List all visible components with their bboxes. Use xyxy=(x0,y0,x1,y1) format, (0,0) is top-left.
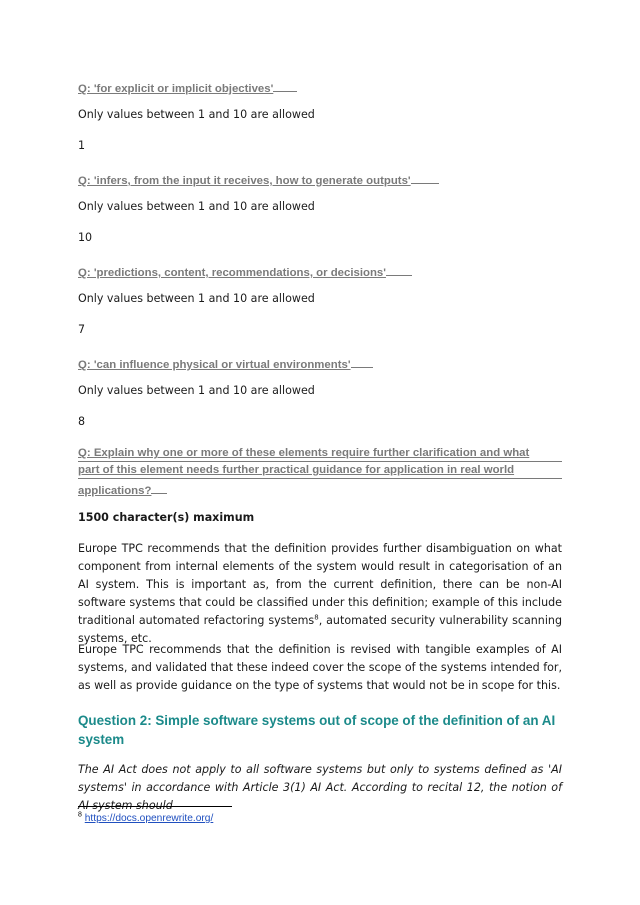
answer-paragraph-2: Europe TPC recommends that the definition is revised with tangible examples of AI systems, and validated that these indeed cover the scope of the systems intended for, as well as provide guidance on the type of systems that would not be in scope for this. xyxy=(78,643,562,692)
question-influence: Q: 'can influence physical or virtual environments' xyxy=(78,355,373,371)
value-answer: 8 xyxy=(78,415,86,428)
footnote-link[interactable]: https://docs.openrewrite.org/ xyxy=(84,813,214,824)
question-objectives: Q: 'for explicit or implicit objectives' xyxy=(78,79,297,95)
value-answer: 10 xyxy=(78,231,93,244)
explain-question-line2: part of this element needs further practical guidance for application in real world xyxy=(78,463,562,479)
value-hint: Only values between 1 and 10 are allowed xyxy=(78,200,315,213)
char-limit: 1500 character(s) maximum xyxy=(78,511,255,524)
value-hint: Only values between 1 and 10 are allowed xyxy=(78,384,315,397)
footnote-divider xyxy=(78,806,232,807)
answer-paragraph-1: Europe TPC recommends that the definition provides further disambiguation on what component from internal elements of the system would result in categorisation of an AI system. This is important as, from the current definition, there can be non-AI software systems that could be classified under this definition; example of this include traditional automated refactoring systems$^8$, automated security vulnerability scanning systems, etc. xyxy=(78,542,562,645)
value-answer: 7 xyxy=(78,323,86,336)
section-heading: Question 2: Simple software systems out of scope of the definition of an AI system xyxy=(78,713,556,747)
value-hint: Only values between 1 and 10 are allowed xyxy=(78,292,315,305)
explain-question-line1: Q: Explain why one or more of these elements require further clarification and what xyxy=(78,446,562,462)
footnote xyxy=(78,813,213,824)
footnote-number: 8 xyxy=(78,811,82,819)
explain-question-line3: applications? xyxy=(78,481,167,497)
intro-paragraph: The AI Act does not apply to all software systems but only to systems defined as 'AI systems' in accordance with Article 3(1) AI Act. According to recital 12, the notion of AI system should xyxy=(78,763,562,812)
value-answer: 1 xyxy=(78,139,86,152)
value-hint: Only values between 1 and 10 are allowed xyxy=(78,108,315,121)
footnote-ref: 8 xyxy=(314,613,319,622)
question-infers: Q: 'infers, from the input it receives, how to generate outputs' xyxy=(78,171,439,187)
question-predictions: Q: 'predictions, content, recommendations, or decisions' xyxy=(78,263,412,279)
